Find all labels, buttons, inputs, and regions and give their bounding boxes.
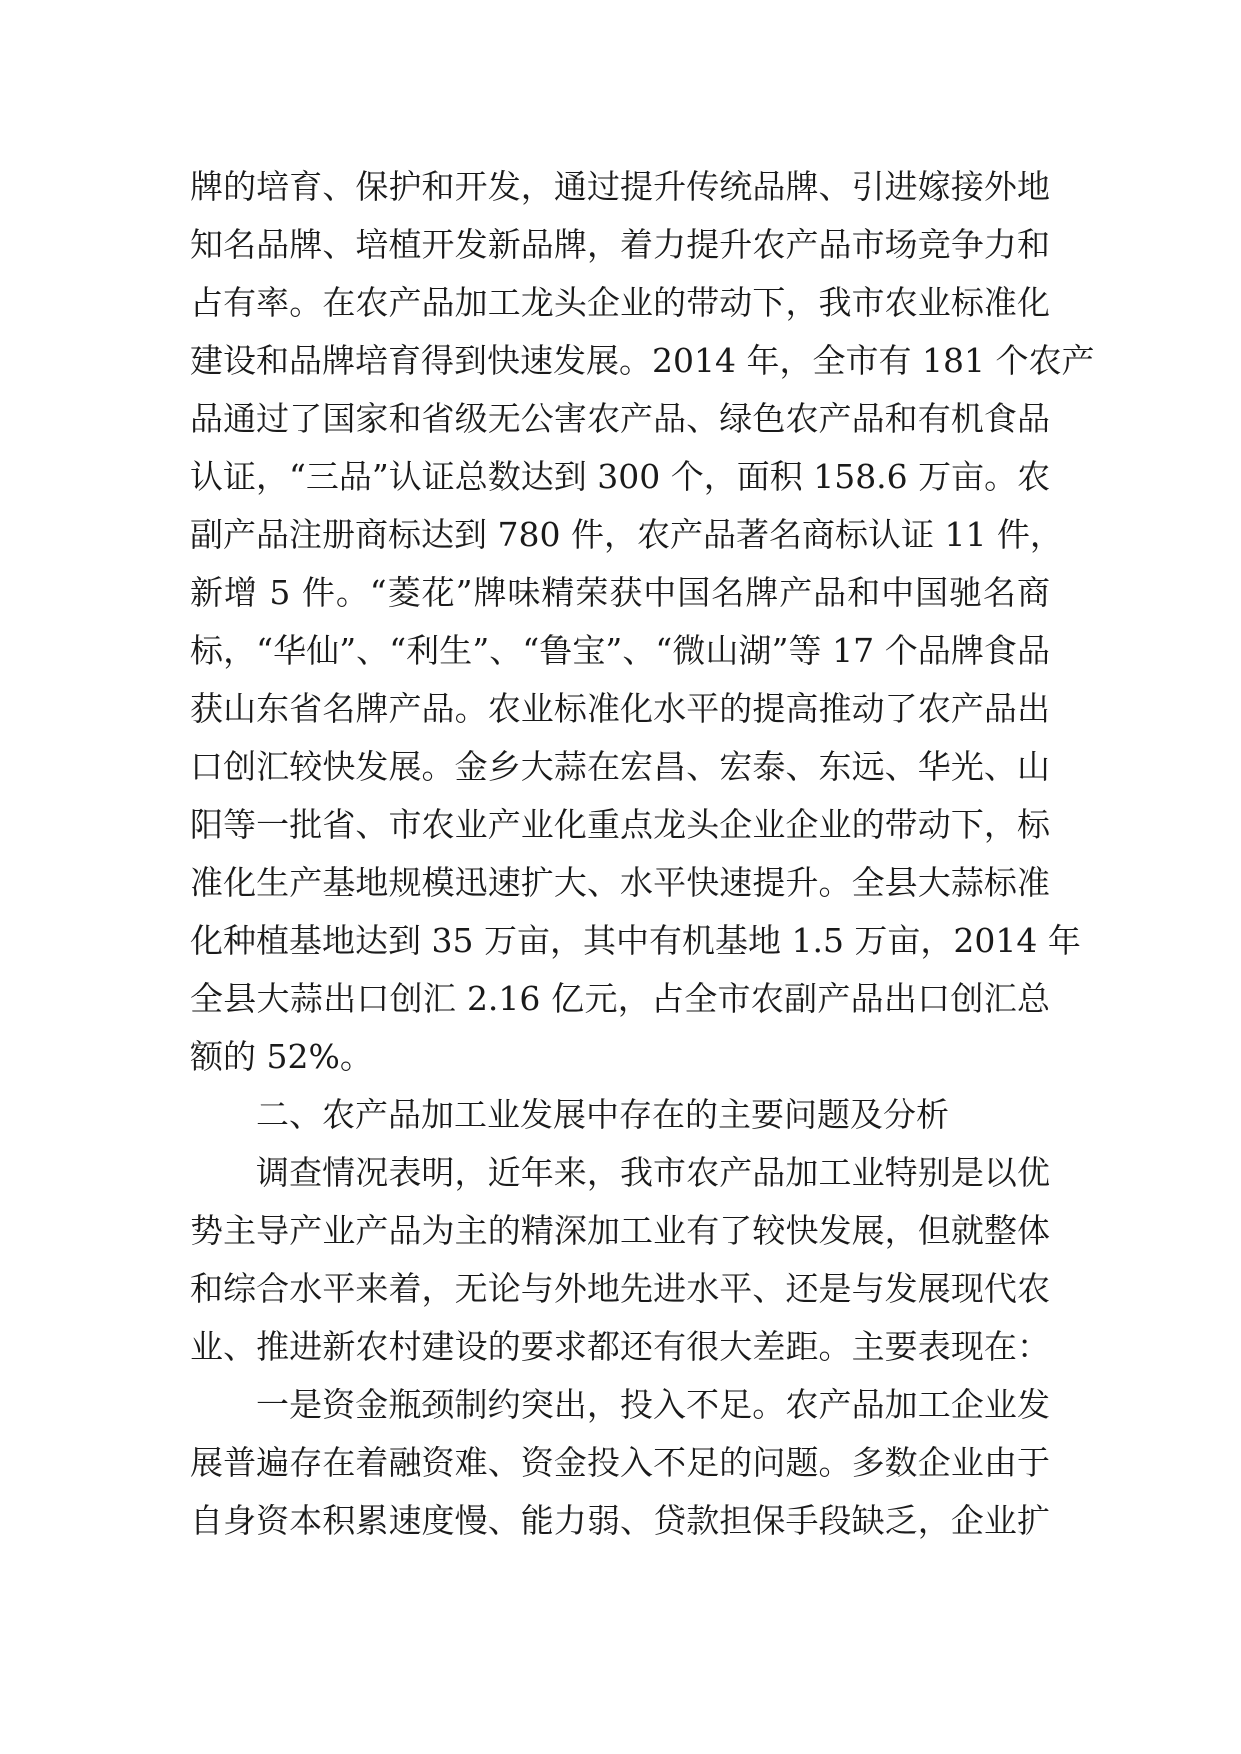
text-line: 和综合水平来着，无论与外地先进水平、还是与发展现代农 — [190, 1269, 1050, 1308]
text-line: 牌的培育、保护和开发，通过提升传统品牌、引进嫁接外地 — [190, 167, 1050, 206]
text-line: 副产品注册商标达到 780 件，农产品著名商标认证 11 件， — [190, 515, 1063, 554]
paragraph-first-line: 调查情况表明，近年来，我市农产品加工业特别是以优 — [256, 1153, 1050, 1192]
text-line: 口创汇较快发展。金乡大蒜在宏昌、宏泰、东远、华光、山 — [190, 747, 1050, 786]
text-line: 标，“华仙”、“利生”、“鲁宝”、“微山湖”等 17 个品牌食品 — [190, 631, 1050, 670]
text-line: 自身资本积累速度慢、能力弱、贷款担保手段缺乏，企业扩 — [190, 1501, 1050, 1540]
text-line: 知名品牌、培植开发新品牌，着力提升农产品市场竞争力和 — [190, 225, 1050, 264]
text-line: 新增 5 件。“菱花”牌味精荣获中国名牌产品和中国驰名商 — [190, 573, 1050, 612]
text-line: 阳等一批省、市农业产业化重点龙头企业企业的带动下，标 — [190, 805, 1050, 844]
text-line: 展普遍存在着融资难、资金投入不足的问题。多数企业由于 — [190, 1443, 1050, 1482]
text-line: 业、推进新农村建设的要求都还有很大差距。主要表现在： — [190, 1327, 1050, 1366]
text-line: 占有率。在农产品加工龙头企业的带动下，我市农业标准化 — [190, 283, 1050, 322]
text-line: 化种植基地达到 35 万亩，其中有机基地 1.5 万亩，2014 年 — [190, 921, 1081, 960]
text-line: 全县大蒜出口创汇 2.16 亿元，占全市农副产品出口创汇总 — [190, 979, 1050, 1018]
text-line: 认证，“三品”认证总数达到 300 个，面积 158.6 万亩。农 — [190, 457, 1051, 496]
paragraph-first-line: 一是资金瓶颈制约突出，投入不足。农产品加工企业发 — [256, 1385, 1050, 1424]
section-heading: 二、农产品加工业发展中存在的主要问题及分析 — [256, 1095, 949, 1134]
text-line: 获山东省名牌产品。农业标准化水平的提高推动了农产品出 — [190, 689, 1050, 728]
text-line: 势主导产业产品为主的精深加工业有了较快发展，但就整体 — [190, 1211, 1050, 1250]
text-line: 额的 52%。 — [190, 1037, 373, 1076]
text-line: 准化生产基地规模迅速扩大、水平快速提升。全县大蒜标准 — [190, 863, 1050, 902]
text-line: 品通过了国家和省级无公害农产品、绿色农产品和有机食品 — [190, 399, 1050, 438]
text-line: 建设和品牌培育得到快速发展。2014 年，全市有 181 个农产 — [190, 341, 1095, 380]
document-body — [190, 158, 1095, 1550]
